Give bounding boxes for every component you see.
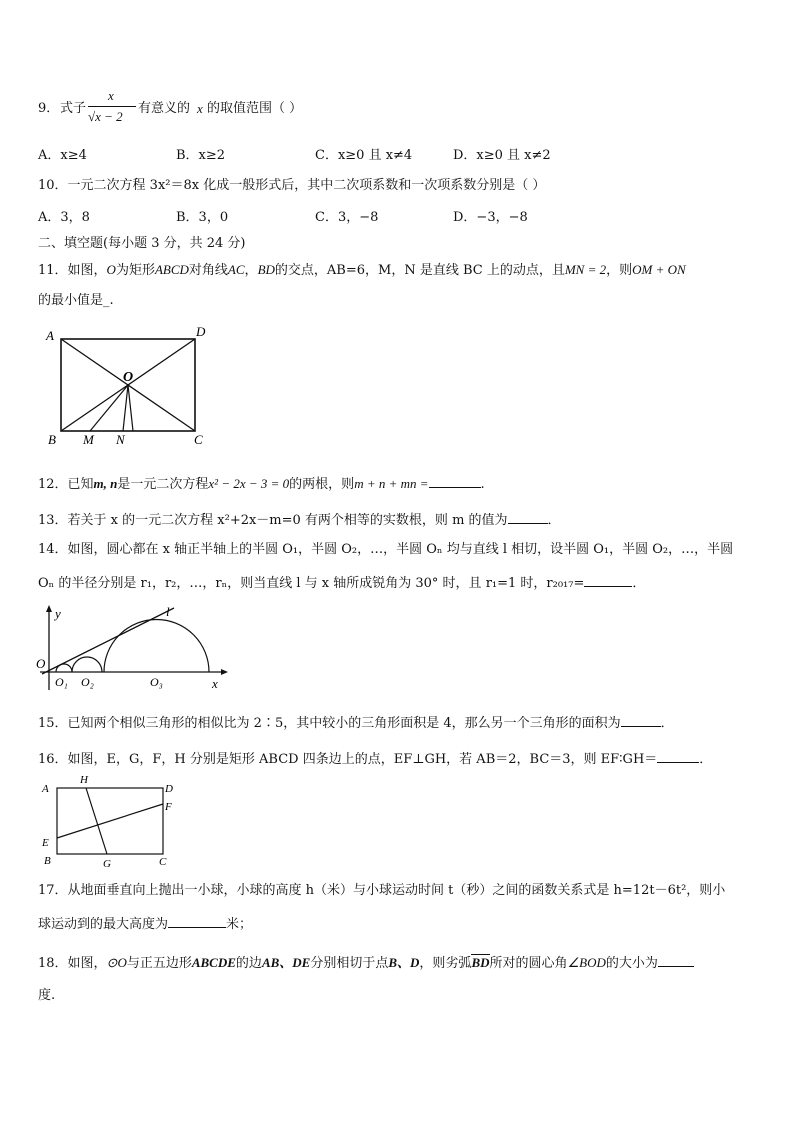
q11-text-f: ，则 xyxy=(606,263,633,278)
q11-rect-abcd: ABCD xyxy=(154,262,189,277)
q14-text: Oₙ 的半径分别是 r₁，r₂，…，rₙ，则当直线 l 与 x 轴所成锐角为 30° 时，且 r₁=1 时，r₂₀₁₇= xyxy=(38,576,585,591)
q12-text-b: 是一元二次方程 xyxy=(117,477,209,492)
q11-segment-on xyxy=(123,385,128,431)
q13-line xyxy=(38,511,561,529)
q11-text-a: 11．如图， xyxy=(38,263,107,278)
q16-label-e: E xyxy=(42,837,49,849)
q14-label-x: x xyxy=(212,676,218,691)
q13-end: ． xyxy=(547,513,561,528)
q15-text: 15．已知两个相似三角形的相似比为 2∶5，其中较小的三角形面积是 4，那么另一个三角形的面积为 xyxy=(38,716,621,731)
q11-text-d: ， xyxy=(244,263,258,278)
q15-line xyxy=(38,714,674,732)
q9-option-d: D．x≥0 且 x≠2 xyxy=(453,148,551,163)
q15-answer-blank[interactable] xyxy=(621,714,661,727)
q18-text-e: ，则劣弧 xyxy=(419,956,472,971)
q14-answer-blank[interactable] xyxy=(584,574,632,587)
q9-suffix-2: 的取值范围（ ） xyxy=(207,101,303,116)
q16-figure xyxy=(36,770,186,872)
q14-label-o1: O₁ xyxy=(55,675,68,689)
q12-line xyxy=(38,475,485,493)
q17-end: 米； xyxy=(226,917,253,932)
q18-pentagon: ABCDE xyxy=(191,955,236,970)
q14-label-o3: O₃ xyxy=(150,675,163,689)
q16-label-h: H xyxy=(80,774,88,786)
q14-end: ． xyxy=(632,576,646,591)
q11-label-c: C xyxy=(194,432,203,447)
q12-expression: m + n + mn = xyxy=(354,476,429,491)
q11-label-a: A xyxy=(46,328,54,343)
q12-equation: x² − 2x − 3 = 0 xyxy=(208,476,290,491)
q11-mn: MN = 2 xyxy=(564,262,607,277)
q10-option-c: C．3，−8 xyxy=(315,210,379,225)
q14-figure xyxy=(34,602,234,694)
q12-mn: m, n xyxy=(93,476,118,491)
q12-end: . xyxy=(480,477,485,492)
q11-diag-ac: AC xyxy=(227,262,245,277)
q18-text-a: 18．如图， xyxy=(38,956,107,971)
q17-answer-blank[interactable] xyxy=(168,915,226,928)
q18-line2: 度. xyxy=(38,988,56,1003)
q18-text-g: 的大小为 xyxy=(605,956,658,971)
q9-option-c: C．x≥0 且 x≠4 xyxy=(315,148,413,163)
q18-text-c: 的边 xyxy=(235,956,262,971)
q11-extra-line xyxy=(128,385,133,431)
q16-text: 16．如图，E，G，F，H 分别是矩形 ABCD 四条边上的点，EF⊥GH，若 AB＝2，BC＝3，则 EF∶GH＝ xyxy=(38,752,658,767)
q11-label-o: O xyxy=(123,370,134,385)
q18-arc-bd: BD xyxy=(471,955,490,970)
q14-line1: 14．如图，圆心都在 x 轴正半轴上的半圆 O₁，半圆 O₂，…，半圆 Oₙ 均与直线 l 相切，设半圆 O₁，半圆 O₂，…，半圆 xyxy=(38,542,734,557)
q9-variable: x xyxy=(197,101,203,116)
q16-label-b: B xyxy=(44,855,51,867)
q12-text-c: 的两根，则 xyxy=(289,477,355,492)
q18-angle: ∠BOD xyxy=(567,955,606,970)
q9-prefix: 式子 xyxy=(60,101,87,116)
q11-line2: 的最小值是_. xyxy=(38,293,114,308)
q13-text: 13．若关于 x 的一元二次方程 x²+2x－m=0 有两个相等的实数根，则 m 的值为 xyxy=(38,513,508,528)
q18-circle-o: ⊙O xyxy=(106,955,127,970)
q11-label-d: D xyxy=(196,324,206,339)
q11-text-c: 对角线 xyxy=(188,263,228,278)
q18-text-b: 与正五边形 xyxy=(126,956,192,971)
q11-label-m: M xyxy=(83,432,94,447)
q16-label-f: F xyxy=(165,801,172,813)
q9-option-a: A．x≥4 xyxy=(38,148,87,163)
q12-answer-blank[interactable] xyxy=(429,475,481,488)
q16-answer-blank[interactable] xyxy=(657,750,699,763)
q18-line1 xyxy=(38,954,694,972)
q9-fraction-bar xyxy=(88,106,136,107)
q12-text-a: 12．已知 xyxy=(38,477,94,492)
q14-label-o2: O₂ xyxy=(81,675,94,689)
q18-sides: AB、DE xyxy=(261,955,311,970)
q18-text-f: 所对的圆心角 xyxy=(489,956,568,971)
q14-x-arrow xyxy=(221,669,228,675)
q14-semicircle-3 xyxy=(104,620,209,673)
q16-label-d: D xyxy=(165,783,173,795)
q14-label-y: y xyxy=(55,606,61,621)
q11-label-b: B xyxy=(48,432,56,447)
q16-segment-ef xyxy=(57,804,163,838)
section-title: 二、填空题(每小题 3 分，共 24 分) xyxy=(38,236,246,251)
q10-option-b: B．3，0 xyxy=(176,210,229,225)
q16-end: ． xyxy=(699,752,713,767)
q16-label-c: C xyxy=(159,856,167,868)
q9-suffix: 有意义的 xyxy=(138,101,191,116)
q9-number: 9． xyxy=(38,101,60,116)
q16-line xyxy=(38,750,712,768)
q16-label-g: G xyxy=(103,858,111,870)
q18-points: B、D xyxy=(388,955,420,970)
q14-line2 xyxy=(38,574,645,592)
q11-line1 xyxy=(38,262,686,279)
q11-label-n: N xyxy=(116,432,125,447)
q11-figure xyxy=(40,324,215,449)
q14-semicircle-2 xyxy=(72,657,102,672)
q11-om-on: OM + ON xyxy=(632,262,686,277)
q9-option-b: B．x≥2 xyxy=(176,148,226,163)
q10-text: 10．一元二次方程 3x²＝8x 化成一般形式后，其中二次项系数和一次项系数分别是（ ） xyxy=(38,178,546,193)
q18-text-d: 分别相切于点 xyxy=(310,956,389,971)
q14-label-o: O xyxy=(36,656,46,671)
q13-answer-blank[interactable] xyxy=(508,511,548,524)
q9-fraction-numerator: x xyxy=(108,88,114,103)
q11-segment-om xyxy=(90,385,128,431)
q18-answer-blank[interactable] xyxy=(658,954,694,967)
q11-point-o: O xyxy=(106,262,116,277)
q14-y-arrow xyxy=(46,605,52,612)
q16-segment-gh xyxy=(86,788,107,854)
q15-end: ． xyxy=(660,716,674,731)
q14-label-l: l xyxy=(166,604,170,619)
q17-line1: 17．从地面垂直向上抛出一小球，小球的高度 h（米）与小球运动时间 t（秒）之间的函数关系式是 h=12t－6t²，则小 xyxy=(38,883,726,898)
q9-fraction-denominator: √x − 2 xyxy=(88,109,123,124)
q11-text-b: 为矩形 xyxy=(115,263,155,278)
q17-line2 xyxy=(38,915,252,933)
q10-option-d: D．−3，−8 xyxy=(453,210,528,225)
q16-label-a: A xyxy=(42,783,49,795)
q10-option-a: A．3，8 xyxy=(38,210,90,225)
q17-text: 球运动到的最大高度为 xyxy=(38,917,169,932)
q11-diag-bd: BD xyxy=(257,262,275,277)
q11-text-e: 的交点，AB=6，M，N 是直线 BC 上的动点，且 xyxy=(274,263,565,278)
